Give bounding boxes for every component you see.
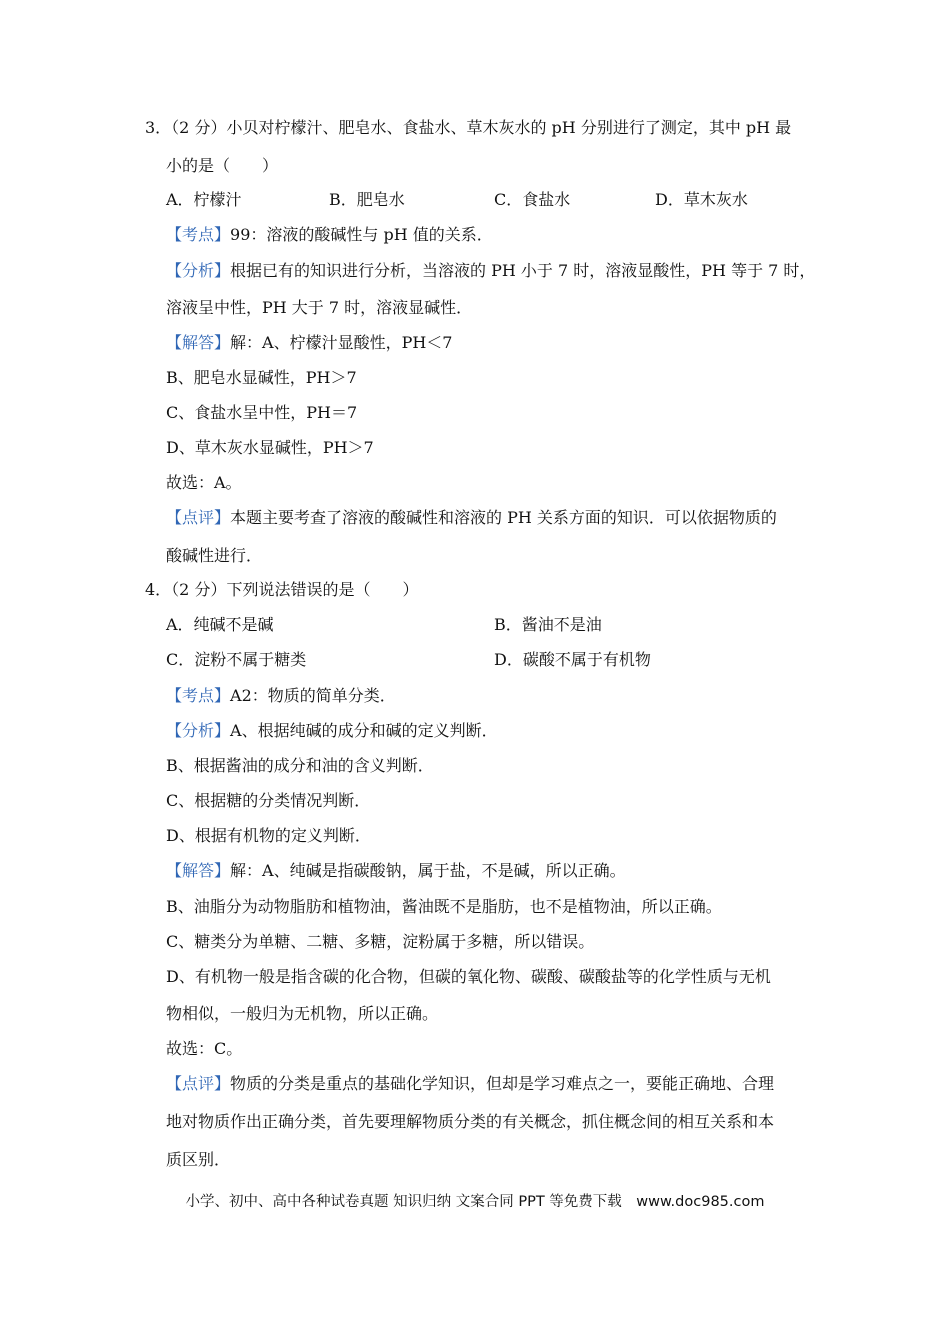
q4-dianping-line1: 物质的分类是重点的基础化学知识，但却是学习难点之一，要能正确地、合理 [230, 1074, 775, 1093]
q3-kaodian [166, 225, 493, 245]
q4-fenxi-tag: 【分析】 [166, 721, 231, 740]
q3-jieda [166, 333, 452, 353]
q4-option-b: B．酱油不是油 [494, 615, 602, 634]
q4-kaodian [166, 686, 396, 706]
q3-stem-line1: 3．（2 分）小贝对柠檬汁、肥皂水、食盐水、草木灰水的 pH 分别进行了测定，其中 pH 最 [145, 118, 792, 137]
q4-dianping [166, 1074, 774, 1094]
q3-fenxi-line1: 根据已有的知识进行分析，当溶液的 PH 小于 7 时，溶液显酸性，PH 等于 7 时， [230, 261, 816, 280]
q3-stem-line2: 小的是（ ） [166, 156, 279, 175]
page-footer: 小学、初中、高中各种试卷真题 知识归纳 文案合同 PPT 等免费下载 www.doc985.com [185, 1194, 765, 1210]
q3-dianping [166, 508, 777, 528]
q3-option-c: C．食盐水 [494, 190, 571, 209]
q4-jieda-line-d2: 物相似，一般归为无机物，所以正确。 [166, 1004, 439, 1023]
q3-option-a: A．柠檬汁 [166, 190, 242, 209]
q3-kaodian-tag: 【考点】 [166, 225, 231, 244]
q4-dianping-line2: 地对物质作出正确分类，首先要理解物质分类的有关概念，抓住概念间的相互关系和本 [166, 1112, 775, 1131]
q4-option-c: C．淀粉不属于糖类 [166, 650, 307, 669]
q4-fenxi-line-c: C、根据糖的分类情况判断． [166, 791, 371, 810]
q3-jieda-line-b: B、肥皂水显碱性，PH＞7 [166, 368, 357, 387]
q3-dianping-line1: 本题主要考查了溶液的酸碱性和溶液的 PH 关系方面的知识．可以依据物质的 [230, 508, 777, 527]
q4-jieda-line-c: C、糖类分为单糖、二糖、多糖，淀粉属于多糖，所以错误。 [166, 932, 595, 951]
q4-fenxi-line1: A、根据纯碱的成分和碱的定义判断． [230, 721, 498, 740]
q4-jieda-line-b: B、油脂分为动物脂肪和植物油，酱油既不是脂肪，也不是植物油，所以正确。 [166, 897, 722, 916]
q4-option-d: D．碳酸不属于有机物 [494, 650, 651, 669]
q4-fenxi [166, 721, 498, 741]
q3-kaodian-text: 99：溶液的酸碱性与 pH 值的关系． [230, 225, 493, 244]
q4-kaodian-tag: 【考点】 [166, 686, 231, 705]
q4-dianping-line3: 质区别． [166, 1150, 231, 1169]
q4-fenxi-line-b: B、根据酱油的成分和油的含义判断． [166, 756, 434, 775]
q4-jieda-tag: 【解答】 [166, 861, 231, 880]
q3-fenxi-tag: 【分析】 [166, 261, 231, 280]
q3-option-d: D．草木灰水 [655, 190, 748, 209]
q3-answer: 故选：A。 [166, 473, 242, 492]
q4-answer: 故选：C。 [166, 1039, 243, 1058]
q3-dianping-line2: 酸碱性进行． [166, 546, 263, 565]
q3-jieda-line-c: C、食盐水呈中性，PH＝7 [166, 403, 358, 422]
q3-fenxi-line2: 溶液呈中性，PH 大于 7 时，溶液显碱性． [166, 298, 473, 317]
q3-option-b: B．肥皂水 [329, 190, 405, 209]
q3-jieda-line-d: D、草木灰水显碱性，PH＞7 [166, 438, 374, 457]
q4-fenxi-line-d: D、根据有机物的定义判断． [166, 826, 371, 845]
q4-jieda [166, 861, 626, 881]
q3-dianping-tag: 【点评】 [166, 508, 231, 527]
q4-dianping-tag: 【点评】 [166, 1074, 231, 1093]
q4-jieda-line1: 解：A、纯碱是指碳酸钠，属于盐，不是碱，所以正确。 [230, 861, 626, 880]
q3-fenxi [166, 261, 815, 281]
q3-jieda-tag: 【解答】 [166, 333, 231, 352]
q4-option-a: A．纯碱不是碱 [166, 615, 274, 634]
q4-stem: 4．（2 分）下列说法错误的是（ ） [145, 580, 419, 599]
q3-jieda-line1: 解：A、柠檬汁显酸性，PH＜7 [230, 333, 453, 352]
q4-kaodian-text: A2：物质的简单分类． [230, 686, 396, 705]
q4-jieda-line-d: D、有机物一般是指含碳的化合物，但碳的氧化物、碳酸、碳酸盐等的化学性质与无机 [166, 967, 771, 986]
